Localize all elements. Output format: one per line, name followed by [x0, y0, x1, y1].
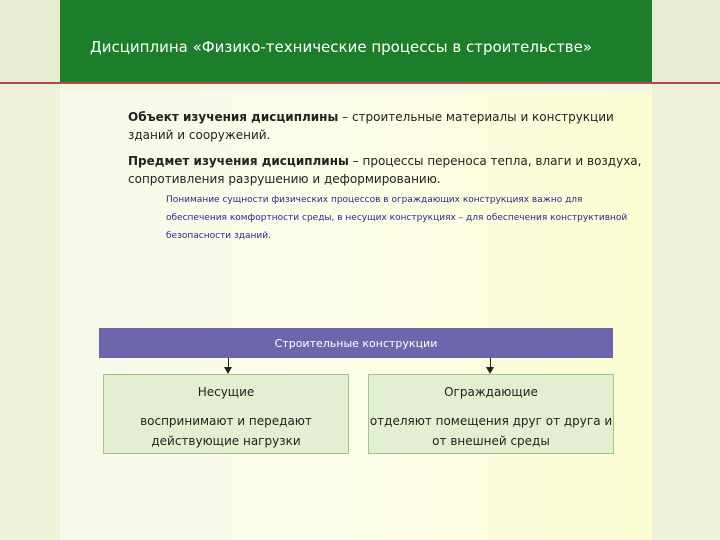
slide-title: Дисциплина «Физико-технические процессы в строительстве»: [90, 38, 593, 56]
left-decor-square: [0, 0, 60, 82]
object-text: – строительные материалы и конструкции зданий и сооружений.: [128, 110, 614, 142]
enclosing-title: Ограждающие: [444, 385, 538, 399]
header-divider: [0, 82, 720, 84]
right-decor-square: [652, 0, 720, 82]
enclosing-desc-line-1: отделяют помещения друг от друга и: [369, 414, 613, 428]
load-bearing-title: Несущие: [197, 385, 255, 399]
arrow-left-icon: [224, 367, 232, 374]
object-term: Объект изучения дисциплины: [128, 110, 339, 124]
building-structures-bar: [99, 328, 613, 358]
arrow-left-line: [228, 358, 229, 367]
enclosing-description: [369, 411, 613, 451]
right-decor-strip: [652, 0, 720, 540]
enclosing-box: [368, 374, 614, 454]
slide-header: [60, 0, 652, 82]
object-paragraph: [128, 108, 658, 144]
arrow-right-icon: [486, 367, 494, 374]
load-bearing-box: [103, 374, 349, 454]
enclosing-desc-line-2: от внешней среды: [432, 434, 550, 448]
subject-paragraph: [128, 152, 658, 188]
load-bearing-desc-line-2: действующие нагрузки: [151, 434, 301, 448]
load-bearing-desc-line-1: воспринимают и передают: [140, 414, 312, 428]
subject-term: Предмет изучения дисциплины: [128, 154, 349, 168]
importance-note: Понимание сущности физических процессов в ограждающих конструкциях важно для обеспечения комфортности среды, в несущих конструкциях – для обеспечения конструктивной безопасности зданий.: [166, 195, 628, 241]
subject-text: – процессы переноса тепла, влаги и воздуха, сопротивления разрушению и деформированию.: [128, 154, 642, 186]
left-decor-strip: [0, 0, 60, 540]
arrow-right-line: [490, 358, 491, 367]
load-bearing-description: [104, 411, 348, 451]
root-label: Строительные конструкции: [274, 336, 438, 350]
